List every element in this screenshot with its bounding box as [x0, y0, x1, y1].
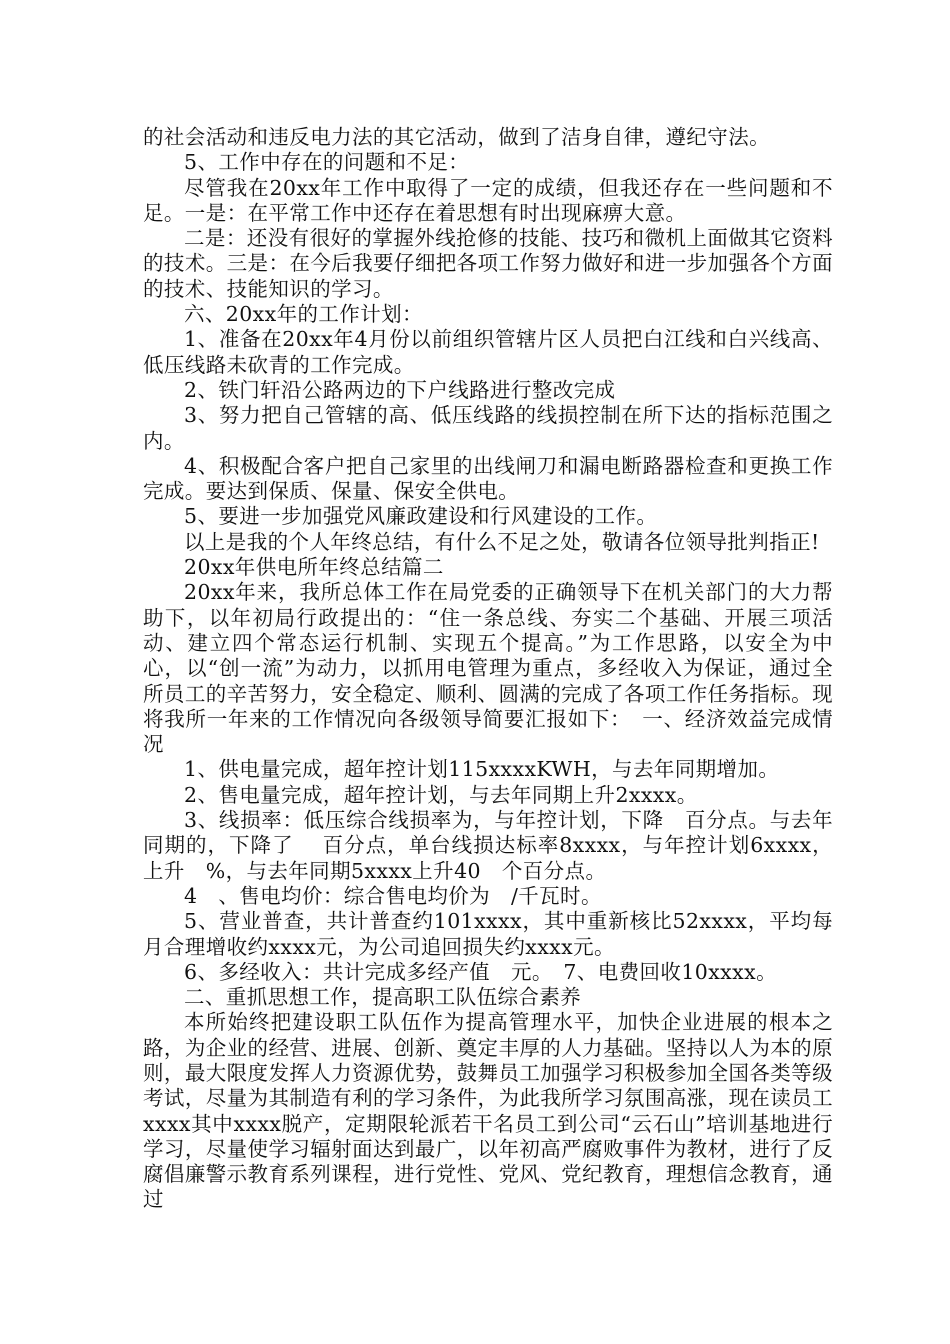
- paragraph: 本所始终把建设职工队伍作为提高管理水平，加快企业进展的根本之路，为企业的经营、进展、创新、奠定丰厚的人力基础。坚持以人为本的原则，最大限度发挥人力资源优势，鼓舞员工加强学习积极参加全国各类等级考试，尽量为其制造有利的学习条件，为此我所学习氛围高涨，现在读员工xxxx其中xxxx脱产，定期限轮派若干名员工到公司“云石山”培训基地进行学习，尽量使学习辐射面达到最广，以年初高严腐败事件为教材，进行了反腐倡廉警示教育系列课程，进行党性、党风、党纪教育，理想信念教育，通过: [143, 1010, 833, 1212]
- section-heading: 六、20xx年的工作计划：: [184, 302, 423, 327]
- paragraph: 20xx年来，我所总体工作在局党委的正确领导下在机关部门的大力帮助下，以年初局行政提出的：“住一条总线、夯实二个基础、开展三项活动、建立四个常态运行机制、实现五个提高。”为工作思路，以安全为中心，以“创一流”为动力，以抓用电管理为重点，多经收入为保证，通过全所员工的辛苦努力，安全稳定、顺利、圆满的完成了各项工作任务指标。现将我所一年来的工作情况向各级领导简要汇报如下： 一、经济效益完成情况: [143, 580, 833, 757]
- list-item: 3、努力把自己管辖的高、低压线路的线损控制在所下达的指标范围之内。: [143, 403, 833, 453]
- list-item: 6、多经收入：共计完成多经产值 元。 7、电费回收10xxxx。: [184, 959, 777, 984]
- list-item: 1、供电量完成，超年控计划115xxxxKWH，与去年同期增加。: [184, 757, 780, 782]
- list-item: 5、营业普查，共计普查约101xxxx，其中重新核比52xxxx，平均每月合理增收约xxxx元，为公司追回损失约xxxx元。: [143, 909, 833, 959]
- paragraph: 的社会活动和违反电力法的其它活动，做到了洁身自律，遵纪守法。: [143, 125, 770, 149]
- paragraph: 5、工作中存在的问题和不足：: [184, 150, 470, 175]
- list-item: 4、积极配合客户把自己家里的出线闸刀和漏电断路器检查和更换工作完成。要达到保质、保量、保安全供电。: [143, 453, 833, 504]
- list-item: 2、售电量完成，超年控计划，与去年同期上升2xxxx。: [184, 782, 698, 807]
- list-item: 4 、售电均价：综合售电均价为 /千瓦时。: [184, 883, 602, 908]
- list-item: 5、要进一步加强党风廉政建设和行风建设的工作。: [184, 504, 658, 529]
- document-body: [143, 125, 833, 1213]
- paragraph: 尽管我在20xx年工作中取得了一定的成绩，但我还存在一些问题和不足。一是：在平常工作中还存在着思想有时出现麻痹大意。: [143, 175, 833, 225]
- list-item: 3、线损率：低压综合线损率为，与年控计划，下降 百分点。与去年同期的，下降了 百分点，单台线损达标率8xxxx，与年控计划6xxxx，上升 %，与去年同期5xxxx上升40 个百分点。: [143, 808, 833, 883]
- list-item: 1、准备在20xx年4月份以前组织管辖片区人员把白江线和白兴线高、低压线路未砍青的工作完成。: [143, 327, 833, 377]
- article-title: 20xx年供电所年终总结篇二: [184, 555, 444, 580]
- section-heading: 二、重抓思想工作，提高职工队伍综合素养: [184, 985, 582, 1010]
- list-item: 2、铁门轩沿公路两边的下户线路进行整改完成: [184, 377, 616, 402]
- paragraph: 二是：还没有很好的掌握外线抢修的技能、技巧和微机上面做其它资料的技术。三是：在今后我要仔细把各项工作努力做好和进一步加强各个方面的技术、技能知识的学习。: [143, 226, 833, 301]
- paragraph: 以上是我的个人年终总结，有什么不足之处，敬请各位领导批判指正!: [184, 529, 820, 554]
